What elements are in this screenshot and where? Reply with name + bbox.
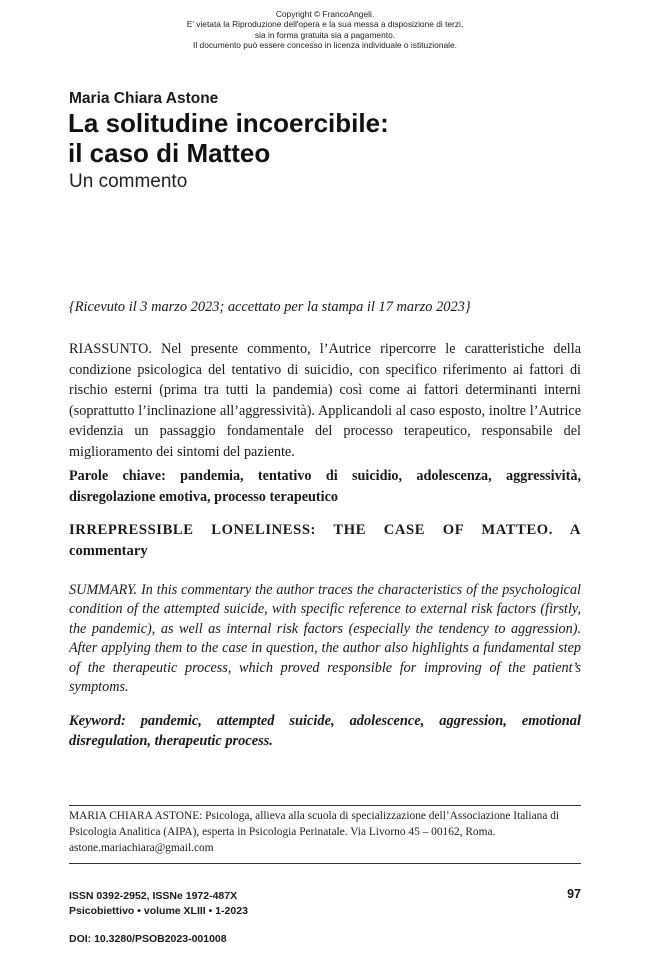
english-title-caps: IRREPRESSIBLE LONELINESS: THE CASE OF MATTEO. A [69,522,581,538]
keywords-italian: Parole chiave: pandemia, tentativo di suicidio, adolescenza, aggressività, disregolazione emotiva, processo terapeutico [69,468,581,505]
article-subtitle: Un commento [69,171,188,192]
page-number: 97 [567,887,581,901]
journal-footer [69,889,248,918]
english-title-rest: commentary [69,542,148,559]
journal-info: Psicobiettivo • volume XLIII • 1-2023 [69,904,248,917]
article-author: Maria Chiara Astone [69,90,219,107]
doi: DOI: 10.3280/PSOB2023-001008 [69,933,227,945]
copyright-line: Il documento può essere concesso in licenza individuale o istituzionale. [193,39,457,50]
issn: ISSN 0392-2952, ISSNe 1972-487X [69,890,238,902]
abstract-english: SUMMARY. In this commentary the author traces the characteristics of the psychological condition of the attempted suicide, with specific reference to external risk factors (firstly, the pandemic), as well as internal risk factors (especially the tendency to aggression). After applying them to the case in question, the author also highlights a fundamental step of the therapeutic process, which proved responsible for improving of the patient’s symptoms. [69,582,581,696]
received-date: {Ricevuto il 3 marzo 2023; accettato per la stampa il 17 marzo 2023} [69,299,471,315]
article-title [68,108,389,168]
article-title-line: il caso di Matteo [68,138,271,168]
copyright-line: E' vietata la Riproduzione dell'opera e la sua messa a disposizione di terzi, [186,19,464,30]
copyright-notice [0,9,650,50]
author-footnote [69,808,581,856]
article-title-line: La solitudine incoercibile: [68,108,389,138]
footnote-divider-top [69,805,581,806]
author-email: astone.mariachiara@gmail.com [69,842,214,854]
copyright-line: Copyright © FrancoAngeli. [275,9,375,19]
author-affiliation: MARIA CHIARA ASTONE: Psicologa, allieva alla scuola di specializzazione dell’Associazione Italiana di Psicologia Analitica (AIPA), esperta in Psicologia Perinatale. Via Livorno 45 – 00162, Roma. [69,810,560,838]
abstract-italian: RIASSUNTO. Nel presente commento, l’Autrice ripercorre le caratteristiche della condizione psicologica del tentativo di suicidio, con specifico riferimento ai fattori di rischio esterni (prima tra tutti la pandemia) così come ai fattori determinanti interni (soprattutto l’inclinazione all’aggressività). Applicandoli al caso esposto, inoltre l’Autrice evidenzia un passaggio fondamentale del processo terapeutico, responsabile del miglioramento dei sintomi del paziente. [69,341,581,460]
keywords-english: Keyword: pandemic, attempted suicide, adolescence, aggression, emotional disregulation, therapeutic process. [69,713,581,749]
english-title [69,520,581,561]
footnote-divider-bottom [69,863,581,864]
copyright-line: sia in forma gratuita sia a pagamento. [254,29,396,40]
